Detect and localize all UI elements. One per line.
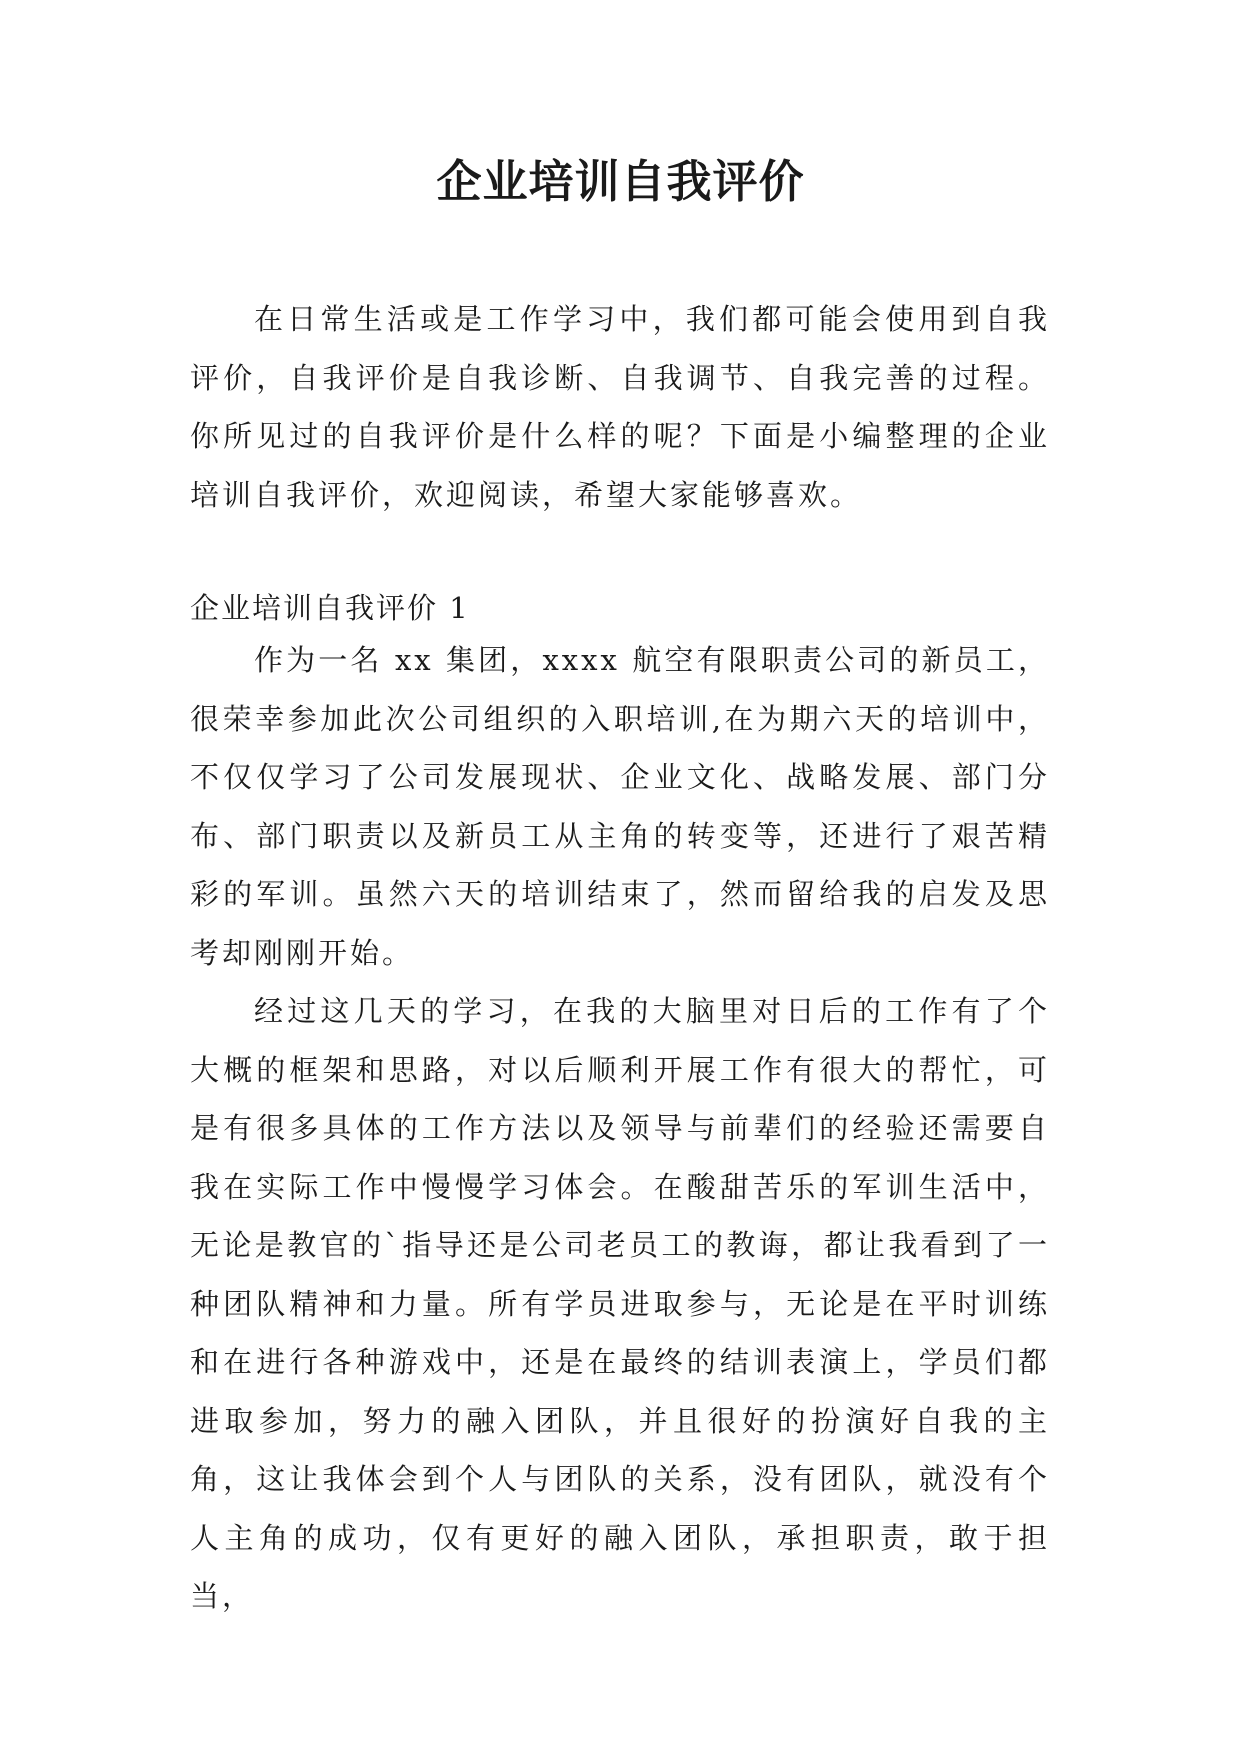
intro-paragraph: 在日常生活或是工作学习中，我们都可能会使用到自我评价，自我评价是自我诊断、自我调节、自我完善的过程。你所见过的自我评价是什么样的呢？下面是小编整理的企业培训自我评价，欢迎阅读，希望大家能够喜欢。	[190, 302, 1050, 512]
section-heading: 企业培训自我评价 1	[190, 591, 470, 625]
intro-section	[190, 290, 1050, 524]
body-paragraph-2: 经过这几天的学习，在我的大脑里对日后的工作有了个大概的框架和思路，对以后顺利开展工作有很大的帮忙，可是有很多具体的工作方法以及领导与前辈们的经验还需要自我在实际工作中慢慢学习体会。在酸甜苦乐的军训生活中，无论是教官的`指导还是公司老员工的教诲，都让我看到了一种团队精神和力量。所有学员进取参与，无论是在平时训练和在进行各种游戏中，还是在最终的结训表演上，学员们都进取参加，努力的融入团队，并且很好的扮演好自我的主角，这让我体会到个人与团队的关系，没有团队，就没有个人主角的成功，仅有更好的融入团队，承担职责，敢于担当，	[190, 994, 1050, 1613]
section-body	[190, 631, 1050, 1626]
body-paragraph-1: 作为一名 xx 集团，xxxx 航空有限职责公司的新员工，很荣幸参加此次公司组织的入职培训,在为期六天的培训中，不仅仅学习了公司发展现状、企业文化、战略发展、部门分布、部门职责以及新员工从主角的转变等，还进行了艰苦精彩的军训。虽然六天的培训结束了，然而留给我的启发及思考却刚刚开始。	[190, 643, 1050, 970]
document-title: 企业培训自我评价	[436, 155, 805, 208]
